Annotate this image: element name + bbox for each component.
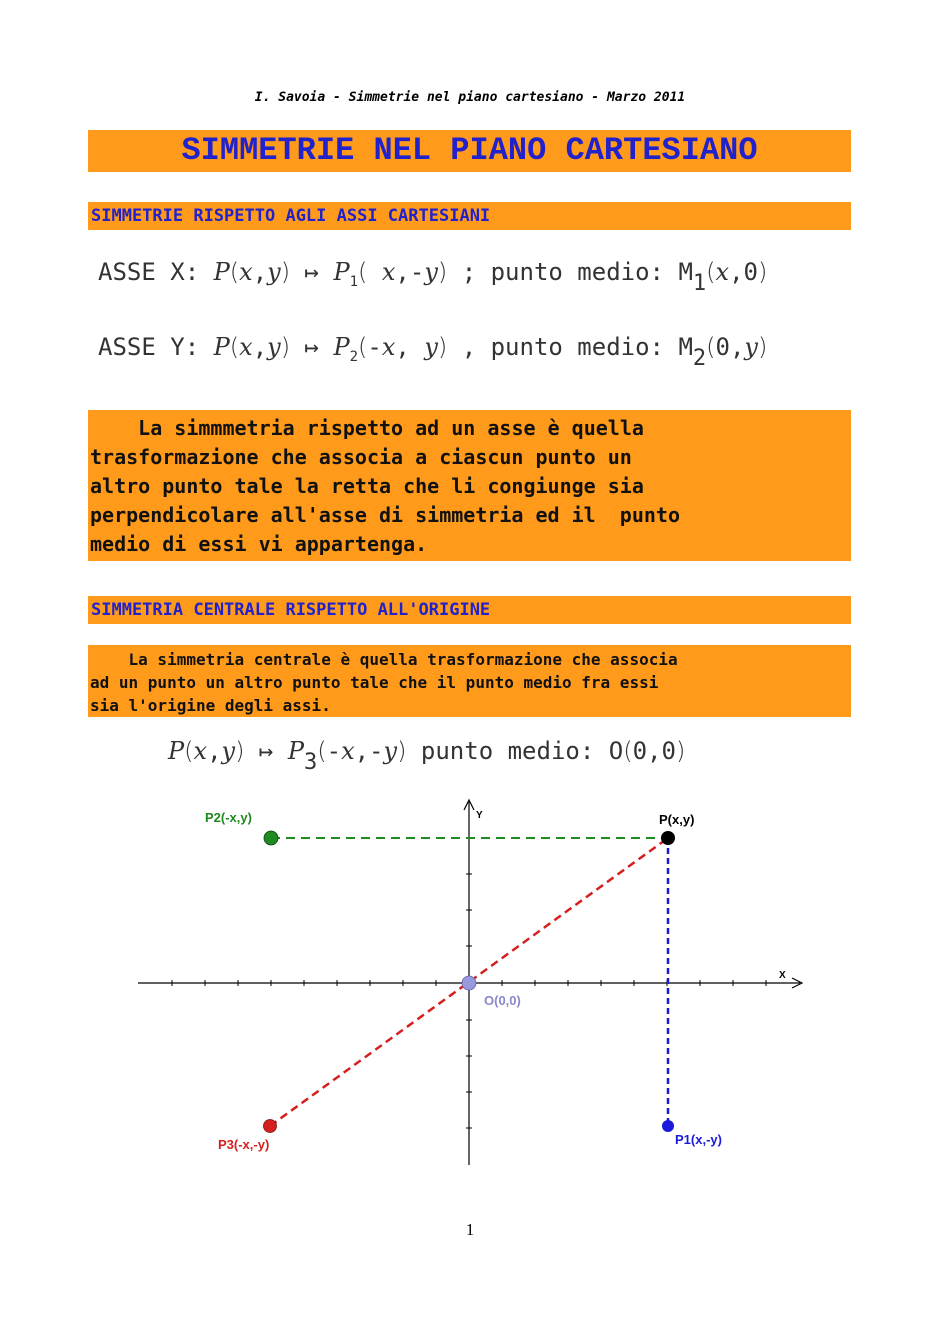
- page-number: 1: [465, 1220, 475, 1239]
- label-p3: P3(-x,-y): [218, 1137, 270, 1152]
- formula-central: P(x,y) ↦ P3(-x,-y) punto medio: O(0,0): [168, 737, 686, 775]
- y-axis-label: Y: [476, 810, 483, 821]
- asse-y-midpoint-sub: 2: [692, 346, 707, 371]
- page-title: SIMMETRIE NEL PIANO CARTESIANO: [181, 132, 758, 169]
- asse-x-label: ASSE X:: [98, 258, 200, 286]
- formula-asse-x: ASSE X: P(x,y) ↦ $P_1$( x,-y) ; punto medio: M1(x,0): [98, 258, 768, 296]
- section-heading-central: SIMMETRIA CENTRALE RISPETTO ALL'ORIGINE: [91, 600, 491, 620]
- definition-axes: La simmmetria rispetto ad un asse è quella trasformazione che associa a ciascun punto un altro punto tale la retta che li congiunge sia perpendicolare all'asse di simmetria ed il punto medio di essi vi appartenga.: [90, 416, 681, 556]
- central-sub: 3: [303, 750, 318, 775]
- asse-x-midpoint-sub: 1: [692, 271, 707, 296]
- asse-y-label: ASSE Y:: [98, 333, 200, 361]
- point-p3: [264, 1120, 277, 1133]
- label-p: P(x,y): [659, 812, 695, 827]
- label-origin: O(0,0): [484, 993, 521, 1008]
- point-p1: [662, 1120, 674, 1132]
- point-p: [661, 831, 675, 845]
- symmetry-diagram: [0, 790, 940, 1190]
- asse-y-midpoint-label: , punto medio: M: [461, 333, 693, 361]
- point-p2: [264, 831, 278, 845]
- point-origin: [462, 976, 476, 990]
- label-p1: P1(x,-y): [675, 1132, 722, 1147]
- definition-central: La simmetria centrale è quella trasformazione che associa ad un punto un altro punto tale che il punto medio fra essi sia l'origine degli assi.: [90, 650, 678, 715]
- page-header: I. Savoia - Simmetrie nel piano cartesiano - Marzo 2011: [254, 90, 686, 105]
- section-heading-axes: SIMMETRIE RISPETTO AGLI ASSI CARTESIANI: [91, 206, 491, 226]
- asse-x-midpoint-label: ; punto medio: M: [461, 258, 693, 286]
- x-axis-label: X: [779, 970, 786, 981]
- label-p2: P2(-x,y): [205, 810, 252, 825]
- formula-asse-y: ASSE Y: P(x,y) ↦ $P_2(-x$, y) , punto medio: M2(0,y): [98, 333, 768, 371]
- central-midpoint-label: punto medio: O: [420, 737, 624, 765]
